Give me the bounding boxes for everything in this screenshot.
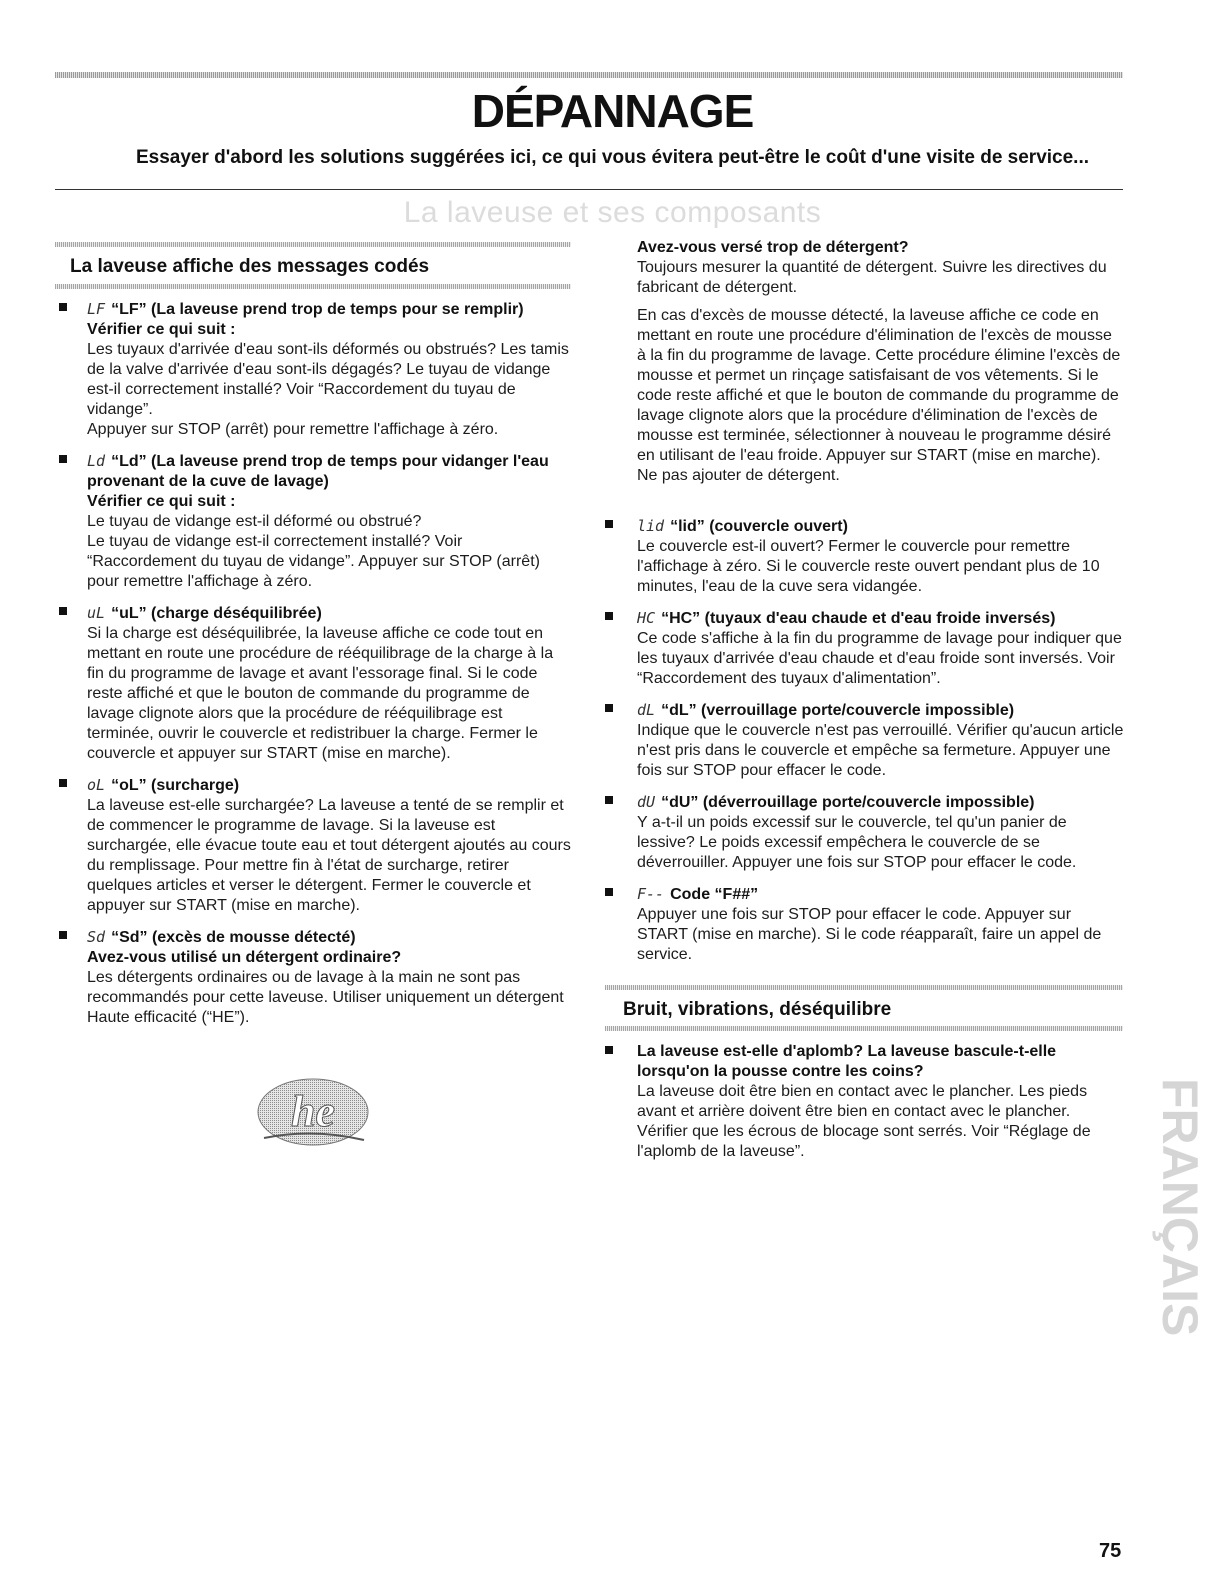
item-title: “dU” (déverrouillage porte/couvercle impossible) — [661, 794, 1035, 811]
item-body: Ce code s'affiche à la fin du programme de lavage pour indiquer que les tuyaux d'arrivée d'eau chaude et d'eau froide sont inversés. Voir “Raccordement des tuyaux d'alimentation”. — [637, 630, 1122, 687]
item-title: “LF” (La laveuse prend trop de temps pour se remplir) — [111, 301, 524, 318]
item-body: Y a-t-il un poids excessif sur le couvercle, tel qu'un panier de lessive? Le poids excessif empêchera le couvercle de se déverrouiller. Appuyer une fois sur STOP pour effacer le code. — [637, 814, 1077, 871]
display-code-ld: Ld — [87, 452, 106, 470]
display-code-lid: lid — [637, 517, 665, 535]
item-body-2: Appuyer sur STOP (arrêt) pour remettre l'affichage à zéro. — [87, 421, 499, 438]
page-title: DÉPANNAGE — [471, 85, 754, 137]
bullet-icon — [59, 779, 67, 787]
item-body: La laveuse doit être bien en contact avec le plancher. Les pieds avant et arrière doivent être bien en contact avec le plancher. Vérifier que les écrous de blocage sont serrés. Voir “Réglage de l'aplomb de la laveuse”. — [637, 1083, 1091, 1160]
left-heading-bottom-hatch — [55, 284, 571, 289]
bullet-icon — [605, 796, 613, 804]
display-code-lf: LF — [87, 300, 106, 318]
error-code-dl — [605, 700, 1125, 781]
bullet-icon — [605, 520, 613, 528]
item-body: Les détergents ordinaires ou de lavage à la main ne sont pas recommandés pour cette laveuse. Utiliser uniquement un détergent Haute efficacité (“HE”). — [87, 969, 564, 1026]
logo-text: he — [291, 1087, 335, 1136]
bullet-icon — [605, 888, 613, 896]
bullet-icon — [605, 704, 613, 712]
error-code-ld — [59, 451, 571, 592]
item-title: “uL” (charge déséquilibrée) — [111, 605, 322, 622]
left-column — [59, 299, 571, 1039]
right-heading-bottom-hatch — [605, 1026, 1123, 1031]
item-subtitle: Vérifier ce qui suit : — [87, 321, 236, 338]
bullet-icon — [59, 455, 67, 463]
bullet-icon — [605, 612, 613, 620]
display-code-hc: HC — [637, 609, 656, 627]
item-body: Le tuyau de vidange est-il déformé ou obstrué? — [87, 513, 422, 530]
error-code-ul — [59, 603, 571, 764]
item-title: “Sd” (excès de mousse détecté) — [111, 929, 356, 946]
right-column-items — [605, 516, 1125, 976]
bullet-icon — [59, 607, 67, 615]
item-title: “HC” (tuyaux d'eau chaude et d'eau froide inversés) — [661, 610, 1056, 627]
error-code-ol — [59, 775, 571, 916]
left-heading: La laveuse affiche des messages codés — [70, 256, 430, 277]
item-title: “oL” (surcharge) — [111, 777, 240, 794]
display-code-ul: uL — [87, 604, 106, 622]
language-side-tab — [1135, 1078, 1225, 1358]
sd-cont-heading: Avez-vous versé trop de détergent? — [637, 239, 909, 256]
item-body-2: Le tuyau de vidange est-il correctement installé? Voir “Raccordement du tuyau de vidange”. Appuyer sur STOP (arrêt) pour remettre l'affichage à zéro. — [87, 533, 540, 590]
item-subtitle: Vérifier ce qui suit : — [87, 493, 236, 510]
sd-cont-paragraph-2: En cas d'excès de mousse détecté, la laveuse affiche ce code en mettant en route une procédure d'élimination de l'excès de mousse à la fin du programme de lavage. Cette procédure élimine l'excès de mousse et permet un rinçage satisfaisant de vos vêtements. Si le code reste affiché et que le bouton de commande du programme de lavage clignote alors que la procédure d'élimination de l'excès de mousse est terminée, sélectionner à nouveau le programme désiré en utilisant de l'eau froide. Appuyer sur START (mise en marche). Ne pas ajouter de détergent. — [637, 307, 1121, 484]
header-rule — [55, 189, 1123, 190]
page-number: 75 — [1099, 1540, 1122, 1562]
display-code-ol: oL — [87, 776, 106, 794]
sd-cont-paragraph-1: Toujours mesurer la quantité de détergent. Suivre les directives du fabricant de détergent. — [637, 259, 1107, 296]
item-body: Si la charge est déséquilibrée, la laveuse affiche ce code tout en mettant en route une procédure de rééquilibrage de la charge à la fin du programme de lavage et avant l'essorage final. Si le code reste affiché et que le bouton de commande du programme de lavage clignote alors que la procédure de rééquilibrage est terminée, ouvrir le couvercle et redistribuer la charge. Fermer le couvercle et appuyer sur START (mise en marche). — [87, 625, 554, 762]
section-title: La laveuse et ses composants — [403, 196, 822, 229]
noise-section — [605, 1042, 1105, 1173]
noise-item — [605, 1042, 1105, 1162]
error-code-du — [605, 792, 1125, 873]
item-title: La laveuse est-elle d'aplomb? La laveuse bascule-t-elle lorsqu'on la pousse contre les coins? — [637, 1043, 1057, 1080]
side-tab-label: FRANÇAIS — [1152, 1078, 1208, 1337]
item-body: Le couvercle est-il ouvert? Fermer le couvercle pour remettre l'affichage à zéro. Si le couvercle reste ouvert pendant plus de 10 minutes, l'eau de la cuve sera vidangée. — [637, 538, 1100, 595]
right-column — [637, 238, 1125, 496]
item-body: Indique que le couvercle n'est pas verrouillé. Vérifier qu'aucun article n'est pris dans le couvercle et empêche sa fermeture. Appuyer une fois sur STOP pour effacer le code. — [637, 722, 1124, 779]
he-logo — [256, 1078, 370, 1150]
page-subtitle: Essayer d'abord les solutions suggérées ici, ce qui vous évitera peut-être le coût d'une visite de service... — [135, 147, 1090, 168]
bullet-icon — [59, 931, 67, 939]
bullet-icon — [59, 303, 67, 311]
left-heading-top-hatch — [55, 242, 571, 247]
item-title: Code “F##” — [670, 886, 759, 903]
item-body: La laveuse est-elle surchargée? La laveuse a tenté de se remplir et de commencer le programme de lavage. Si la laveuse est surchargée, elle évacue toute eau et tout détergent ajoutés au cours du remplissage. Pour mettre fin à l'état de surcharge, retirer quelques articles et verser le détergent. Fermer le couvercle et appuyer sur START (mise en marche). — [87, 797, 571, 914]
noise-heading: Bruit, vibrations, déséquilibre — [623, 999, 892, 1020]
error-code-f — [605, 884, 1125, 965]
bullet-icon — [605, 1046, 613, 1054]
top-hatch-bar — [55, 72, 1123, 78]
error-code-lid — [605, 516, 1125, 597]
item-body: Appuyer une fois sur STOP pour effacer le code. Appuyer sur START (mise en marche). Si le code réapparaît, faire un appel de service. — [637, 906, 1102, 963]
item-title: “lid” (couvercle ouvert) — [670, 518, 848, 535]
error-code-lf — [59, 299, 571, 440]
display-code-dl: dL — [637, 701, 656, 719]
item-title: “dL” (verrouillage porte/couvercle impossible) — [661, 702, 1015, 719]
right-heading-top-hatch — [605, 985, 1123, 990]
error-code-sd — [59, 927, 571, 1028]
item-title: “Ld” (La laveuse prend trop de temps pour vidanger l'eau provenant de la cuve de lavage) — [87, 453, 549, 490]
display-code-sd: Sd — [87, 928, 106, 946]
item-body: Les tuyaux d'arrivée d'eau sont-ils déformés ou obstrués? Les tamis de la valve d'arrivée d'eau sont-ils dégagés? Le tuyau de vidange est-il correctement installé? Voir “Raccordement du tuyau de vidange”. — [87, 341, 569, 418]
display-code-du: dU — [637, 793, 656, 811]
error-code-hc — [605, 608, 1125, 689]
display-code-f: F-- — [637, 885, 665, 903]
item-subtitle: Avez-vous utilisé un détergent ordinaire? — [87, 949, 402, 966]
